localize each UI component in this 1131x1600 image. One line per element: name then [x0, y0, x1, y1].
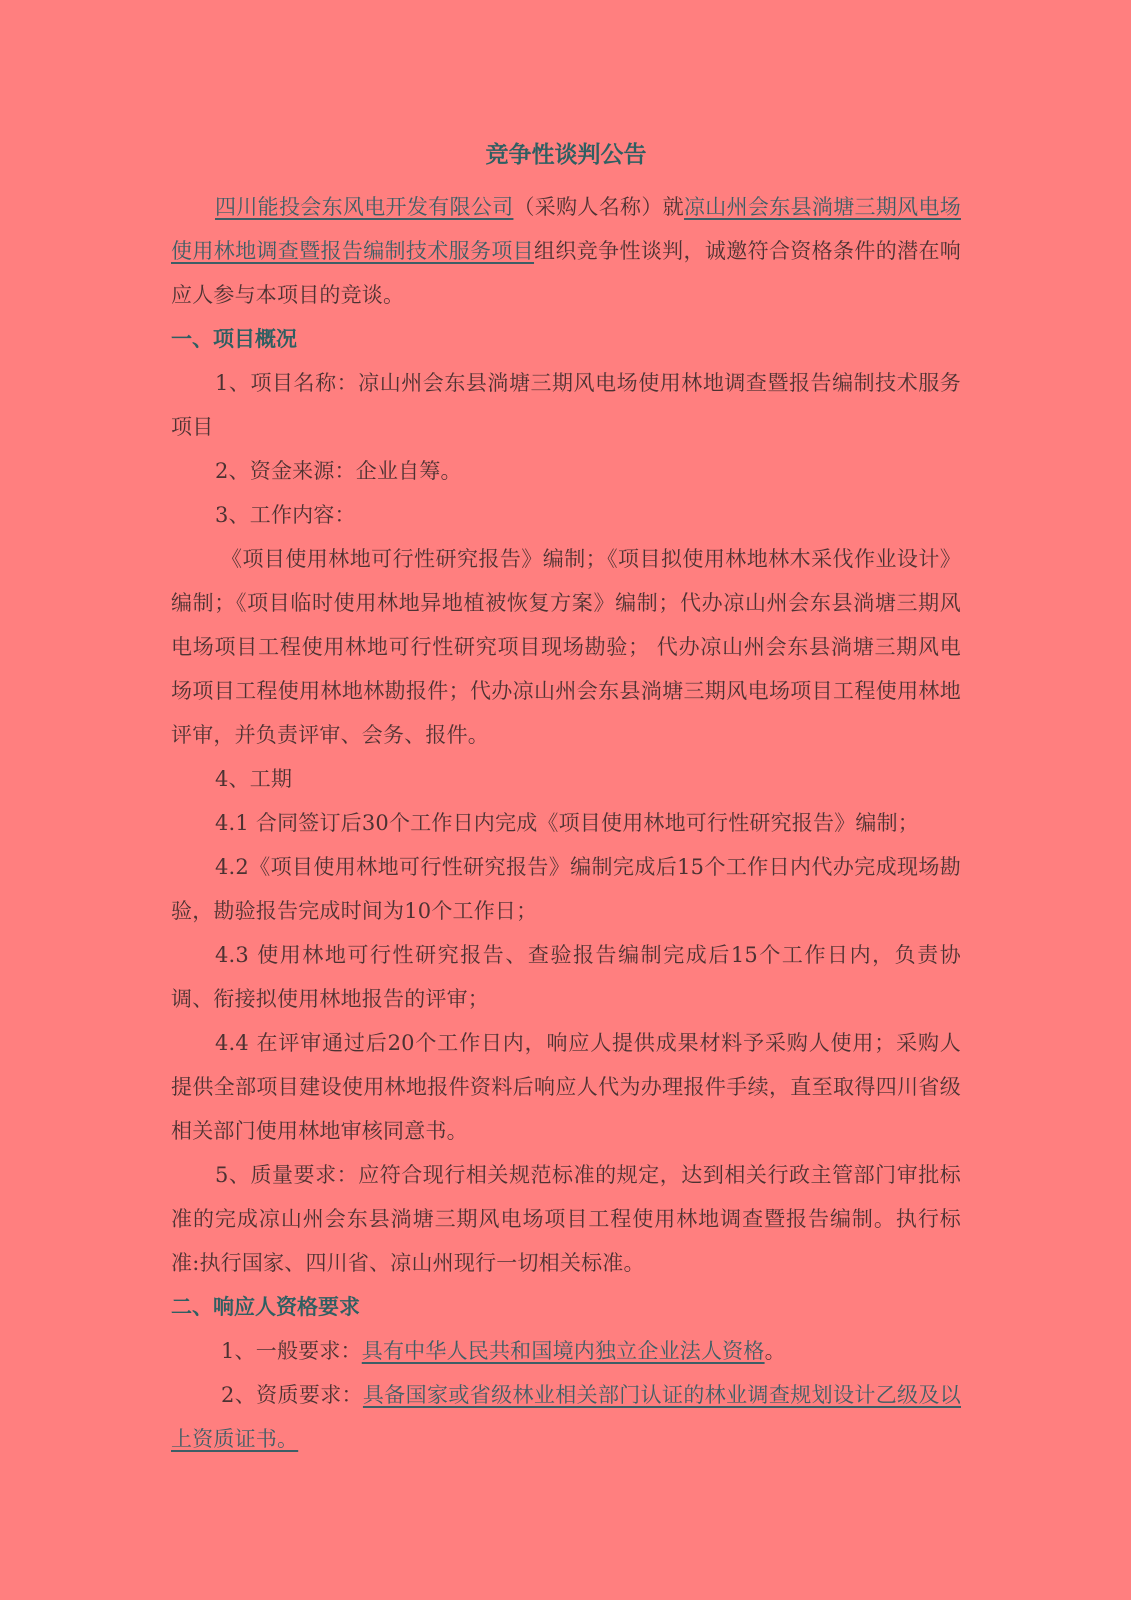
requirement-general-value: 具有中华人民共和国境内独立企业法人资格: [361, 1339, 765, 1363]
requirement-general-label: 1、一般要求：: [221, 1339, 362, 1363]
item-project-name: 1、项目名称：凉山州会东县淌塘三期风电场使用林地调查暨报告编制技术服务项目: [171, 371, 961, 439]
requirement-qualification-label: 2、资质要求：: [221, 1383, 363, 1407]
item-quality: 5、质量要求：应符合现行相关规范标准的规定，达到相关行政主管部门审批标准的完成凉山州会东县淌塘三期风电场项目工程使用林地调查暨报告编制。执行标准:执行国家、四川省、凉山州现行一切相关标准。: [171, 1163, 961, 1275]
purchaser-name: 四川能投会东风电开发有限公司: [215, 195, 514, 219]
work-content-text: 《项目使用林地可行性研究报告》编制；《项目拟使用林地林木采伐作业设计》编制；《项目临时使用林地异地植被恢复方案》编制；代办凉山州会东县淌塘三期风电场项目工程使用林地可行性研究项目现场勘验； 代办凉山州会东县淌塘三期风电场项目工程使用林地林勘报件；代办凉山州会东县淌塘三期风电场项目工程使用林地评审，并负责评审、会务、报件。: [171, 547, 961, 747]
section-heading-overview: 一、项目概况: [171, 327, 297, 351]
requirement-general: [171, 1329, 961, 1373]
project-name: 凉山州会东县淌塘三期风电场使用林地调查暨报告编制技术服务项目: [171, 195, 961, 263]
purchaser-note: （采购人名称）就: [513, 195, 684, 219]
schedule-4-1: 4.1 合同签订后30个工作日内完成《项目使用林地可行性研究报告》编制；: [215, 811, 919, 835]
schedule-4-2: 4.2《项目使用林地可行性研究报告》编制完成后15个工作日内代办完成现场勘验，勘验报告完成时间为10个工作日；: [171, 855, 961, 923]
item-funding: 2、资金来源：企业自筹。: [215, 459, 462, 483]
intro-tail: 组织竞争性谈判，诚邀符合资格条件的潜在响应人参与本项目的竞谈。: [171, 239, 961, 307]
section-heading-qualification: 二、响应人资格要求: [171, 1295, 360, 1319]
item-schedule: 4、工期: [215, 767, 293, 791]
requirement-general-end: 。: [764, 1339, 786, 1363]
item-work-content: 3、工作内容：: [215, 503, 356, 527]
page-title: 竞争性谈判公告: [485, 142, 647, 168]
document-body: [171, 133, 961, 1461]
requirement-qualification: [171, 1373, 961, 1461]
schedule-4-4: 4.4 在评审通过后20个工作日内，响应人提供成果材料予采购人使用；采购人提供全部项目建设使用林地报件资料后响应人代为办理报件手续，直至取得四川省级相关部门使用林地审核同意书。: [171, 1031, 961, 1143]
intro-paragraph: [171, 185, 961, 317]
requirement-qualification-value: 具备国家或省级林业相关部门认证的林业调查规划设计乙级及以上资质证书。: [171, 1383, 961, 1451]
schedule-4-3: 4.3 使用林地可行性研究报告、查验报告编制完成后15个工作日内，负责协调、衔接拟使用林地报告的评审；: [171, 943, 961, 1011]
